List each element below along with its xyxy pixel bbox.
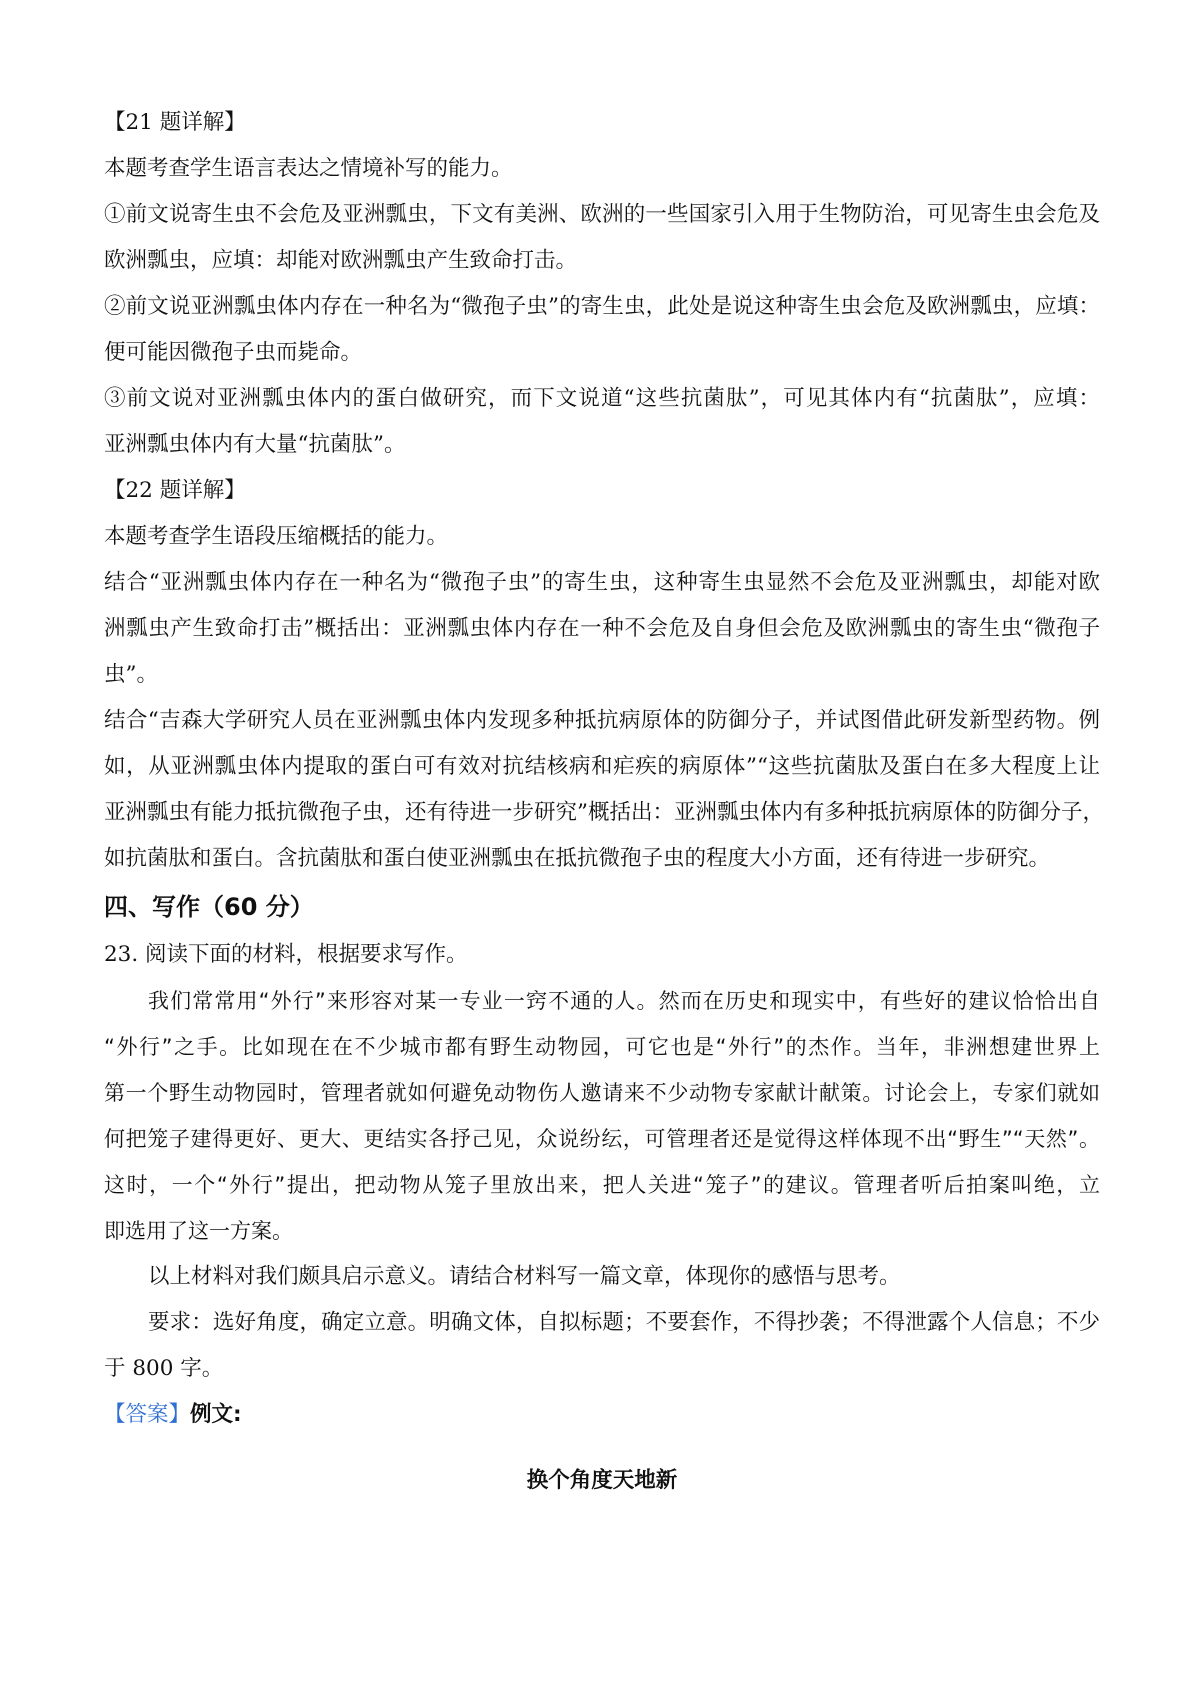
answer-label: 例文: [190,1402,242,1427]
q21-line: ②前文说亚洲瓢虫体内存在一种名为“微孢子虫”的寄生虫，此处是说这种寄生虫会危及欧洲瓢虫，应填： [104,294,1100,319]
q22-line: 虫”。 [104,662,158,687]
material-line: 这时，一个“外行”提出，把动物从笼子里放出来，把人关进“笼子”的建议。管理者听后拍案叫绝，立 [104,1173,1100,1197]
q21-line: ③前文说对亚洲瓢虫体内的蛋白做研究，而下文说道“这些抗菌肽”，可见其体内有“抗菌肽”，应填： [104,386,1100,411]
document-page [104,100,1104,1526]
material-line: “外行”之手。比如现在在不少城市都有野生动物园，可它也是“外行”的杰作。当年，非洲想建世界上 [104,1035,1100,1059]
writing-prompt: 以上材料对我们颇具启示意义。请结合材料写一篇文章，体现你的感悟与思考。 [148,1264,901,1289]
q21-line: ①前文说寄生虫不会危及亚洲瓢虫，下文有美洲、欧洲的一些国家引入用于生物防治，可见寄生虫会危及 [104,202,1100,227]
material-line: 第一个野生动物园时，管理者就如何避免动物伤人邀请来不少动物专家献计献策。讨论会上，专家们就如 [104,1081,1100,1105]
answer-line [104,1392,1100,1438]
q21-heading: 【21 题详解】 [104,110,246,135]
answer-tag: 【答案】 [104,1402,191,1427]
q22-line: 如，从亚洲瓢虫体内提取的蛋白可有效对抗结核病和疟疾的病原体”“这些抗菌肽及蛋白在多大程度上让 [104,754,1100,779]
q22-line: 洲瓢虫产生致命打击”概括出：亚洲瓢虫体内存在一种不会危及自身但会危及欧洲瓢虫的寄生虫“微孢子 [104,616,1100,641]
requirement-line: 于 800 字。 [104,1356,224,1381]
question-23: 23. 阅读下面的材料，根据要求写作。 [104,942,468,967]
essay-title: 换个角度天地新 [526,1468,678,1493]
q21-line: 便可能因微孢子虫而毙命。 [104,340,363,365]
q22-line: 如抗菌肽和蛋白。含抗菌肽和蛋白使亚洲瓢虫在抵抗微孢子虫的程度大小方面，还有待进一步研究。 [104,846,1051,871]
material-line: 何把笼子建得更好、更大、更结实各抒己见，众说纷纭，可管理者还是觉得这样体现不出“野生”“天然”。 [104,1127,1100,1151]
material-line: 我们常常用“外行”来形容对某一专业一窍不通的人。然而在历史和现实中，有些好的建议恰恰出自 [148,989,1100,1013]
q22-line: 结合“亚洲瓢虫体内存在一种名为“微孢子虫”的寄生虫，这种寄生虫显然不会危及亚洲瓢虫，却能对欧 [104,570,1100,595]
section-title: 四、写作（60 分） [104,893,314,921]
q22-heading: 【22 题详解】 [104,478,246,503]
writing-material [104,978,1100,1254]
requirement-line: 要求：选好角度，确定立意。明确文体，自拟标题；不要套作，不得抄袭；不得泄露个人信息；不少 [148,1310,1100,1335]
q21-line: 亚洲瓢虫体内有大量“抗菌肽”。 [104,432,406,457]
q21-intro: 本题考查学生语言表达之情境补写的能力。 [104,156,513,181]
q21-line: 欧洲瓢虫，应填：却能对欧洲瓢虫产生致命打击。 [104,248,578,273]
q22-line: 亚洲瓢虫有能力抵抗微孢子虫，还有待进一步研究”概括出：亚洲瓢虫体内有多种抵抗病原体的防御分子， [104,800,1104,825]
q22-intro: 本题考查学生语段压缩概括的能力。 [104,524,449,549]
q22-line: 结合“吉森大学研究人员在亚洲瓢虫体内发现多种抵抗病原体的防御分子，并试图借此研发新型药物。例 [104,708,1100,733]
material-line: 即选用了这一方案。 [104,1219,293,1243]
